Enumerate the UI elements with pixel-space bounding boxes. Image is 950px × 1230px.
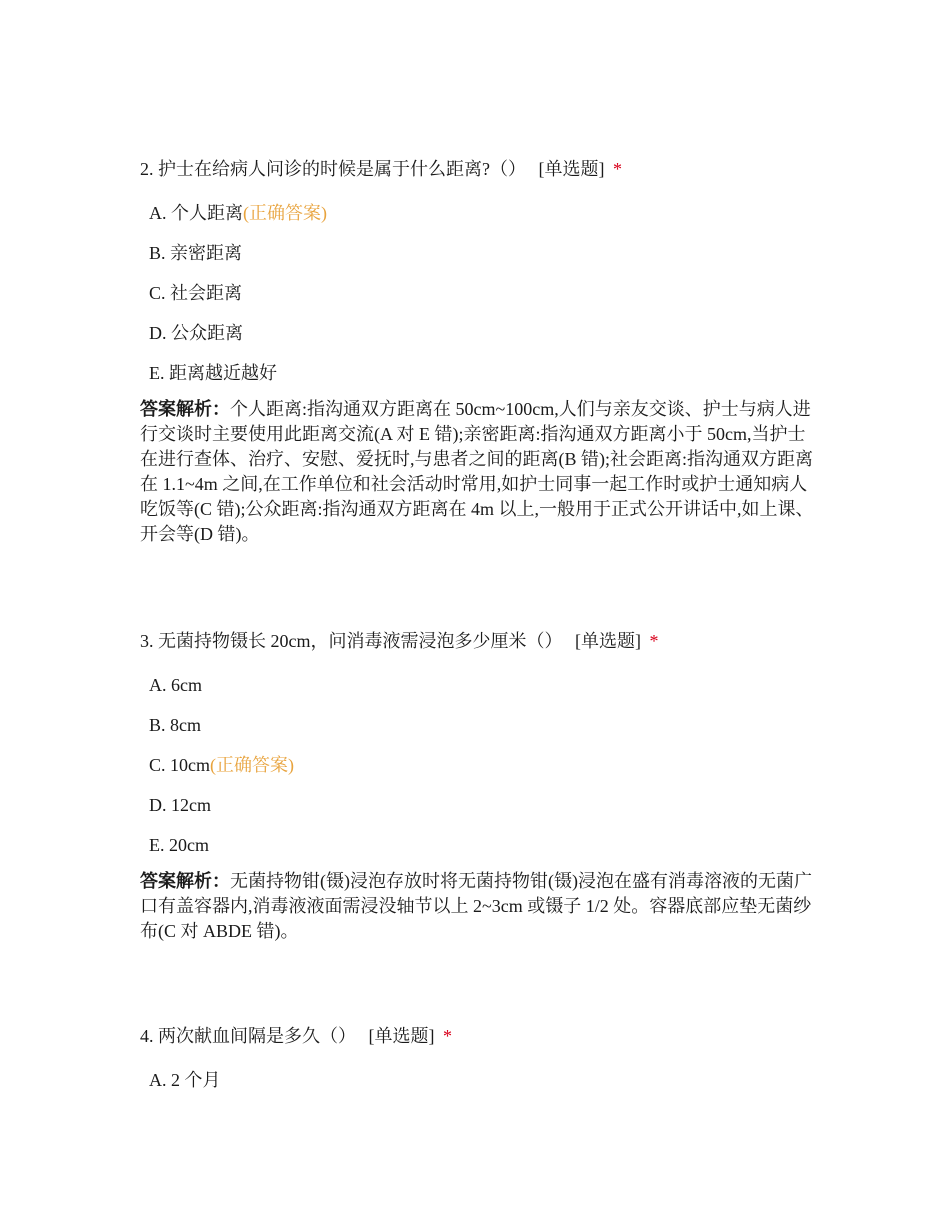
required-mark: *	[443, 1026, 452, 1046]
option-d[interactable]	[149, 321, 820, 345]
option-text: D. 公众距离	[149, 323, 243, 343]
option-list	[140, 1068, 820, 1092]
option-text: E. 20cm	[149, 835, 209, 855]
option-text: A. 个人距离	[149, 203, 243, 223]
question-title	[140, 157, 820, 181]
question-number: 3.	[140, 631, 154, 651]
question-stem: 两次献血间隔是多久（）	[158, 1026, 356, 1046]
option-text: B. 亲密距离	[149, 243, 243, 263]
question-stem: 护士在给病人问诊的时候是属于什么距离?（）	[158, 159, 526, 179]
option-e[interactable]	[149, 833, 820, 857]
option-b[interactable]	[149, 713, 820, 737]
required-mark: *	[649, 631, 659, 651]
option-a[interactable]	[149, 1068, 820, 1092]
option-text: A. 2 个月	[149, 1070, 221, 1090]
option-text: A. 6cm	[149, 675, 202, 695]
option-d[interactable]	[149, 793, 820, 817]
option-text: D. 12cm	[149, 795, 211, 815]
option-list	[140, 201, 820, 385]
option-a[interactable]	[149, 201, 820, 225]
question-2	[140, 157, 820, 547]
question-type: [单选题]	[368, 1026, 435, 1046]
option-text: C. 社会距离	[149, 283, 243, 303]
option-e[interactable]	[149, 361, 820, 385]
required-mark: *	[613, 159, 622, 179]
question-4	[140, 1024, 820, 1108]
option-c[interactable]	[149, 281, 820, 305]
option-a[interactable]	[149, 673, 820, 697]
answer-analysis	[140, 397, 815, 547]
option-b[interactable]	[149, 241, 820, 265]
analysis-label: 答案解析：	[140, 871, 230, 891]
question-type: [单选题]	[538, 159, 605, 179]
answer-analysis	[140, 869, 815, 944]
option-text: C. 10cm	[149, 755, 210, 775]
question-title	[140, 1024, 820, 1048]
question-type: [单选题]	[575, 631, 641, 651]
question-stem: 无菌持物镊长 20cm，问消毒液需浸泡多少厘米（）	[158, 631, 563, 651]
question-number: 4.	[140, 1026, 154, 1046]
question-3	[140, 629, 820, 944]
analysis-text: 个人距离:指沟通双方距离在 50cm~100cm,人们与亲友交谈、护士与病人进行交谈时主要使用此距离交流(A 对 E 错);亲密距离:指沟通双方距离小于 50cm,当护士在进行查体、治疗、安慰、爱抚时,与患者之间的距离(B 错);社会距离:指沟通双方距离在 1.1~4m 之间,在工作单位和社会活动时常用,如护士同事一起工作时或护士通知病人吃饭等(C 错);公众距离:指沟通双方距离在 4m 以上,一般用于正式公开讲话中,如上课、开会等(D 错)。	[140, 399, 814, 544]
correct-answer-tag: (正确答案)	[210, 755, 294, 775]
option-text: E. 距离越近越好	[149, 363, 277, 383]
question-title	[140, 629, 820, 653]
option-text: B. 8cm	[149, 715, 201, 735]
option-c[interactable]	[149, 753, 820, 777]
option-list	[140, 673, 820, 857]
analysis-label: 答案解析：	[140, 399, 230, 419]
correct-answer-tag: (正确答案)	[243, 203, 327, 223]
question-number: 2.	[140, 159, 154, 179]
analysis-text: 无菌持物钳(镊)浸泡存放时将无菌持物钳(镊)浸泡在盛有消毒溶液的无菌广口有盖容器内,消毒液液面需浸没轴节以上 2~3cm 或镊子 1/2 处。容器底部应垫无菌纱布(C 对 ABDE 错)。	[140, 871, 812, 941]
